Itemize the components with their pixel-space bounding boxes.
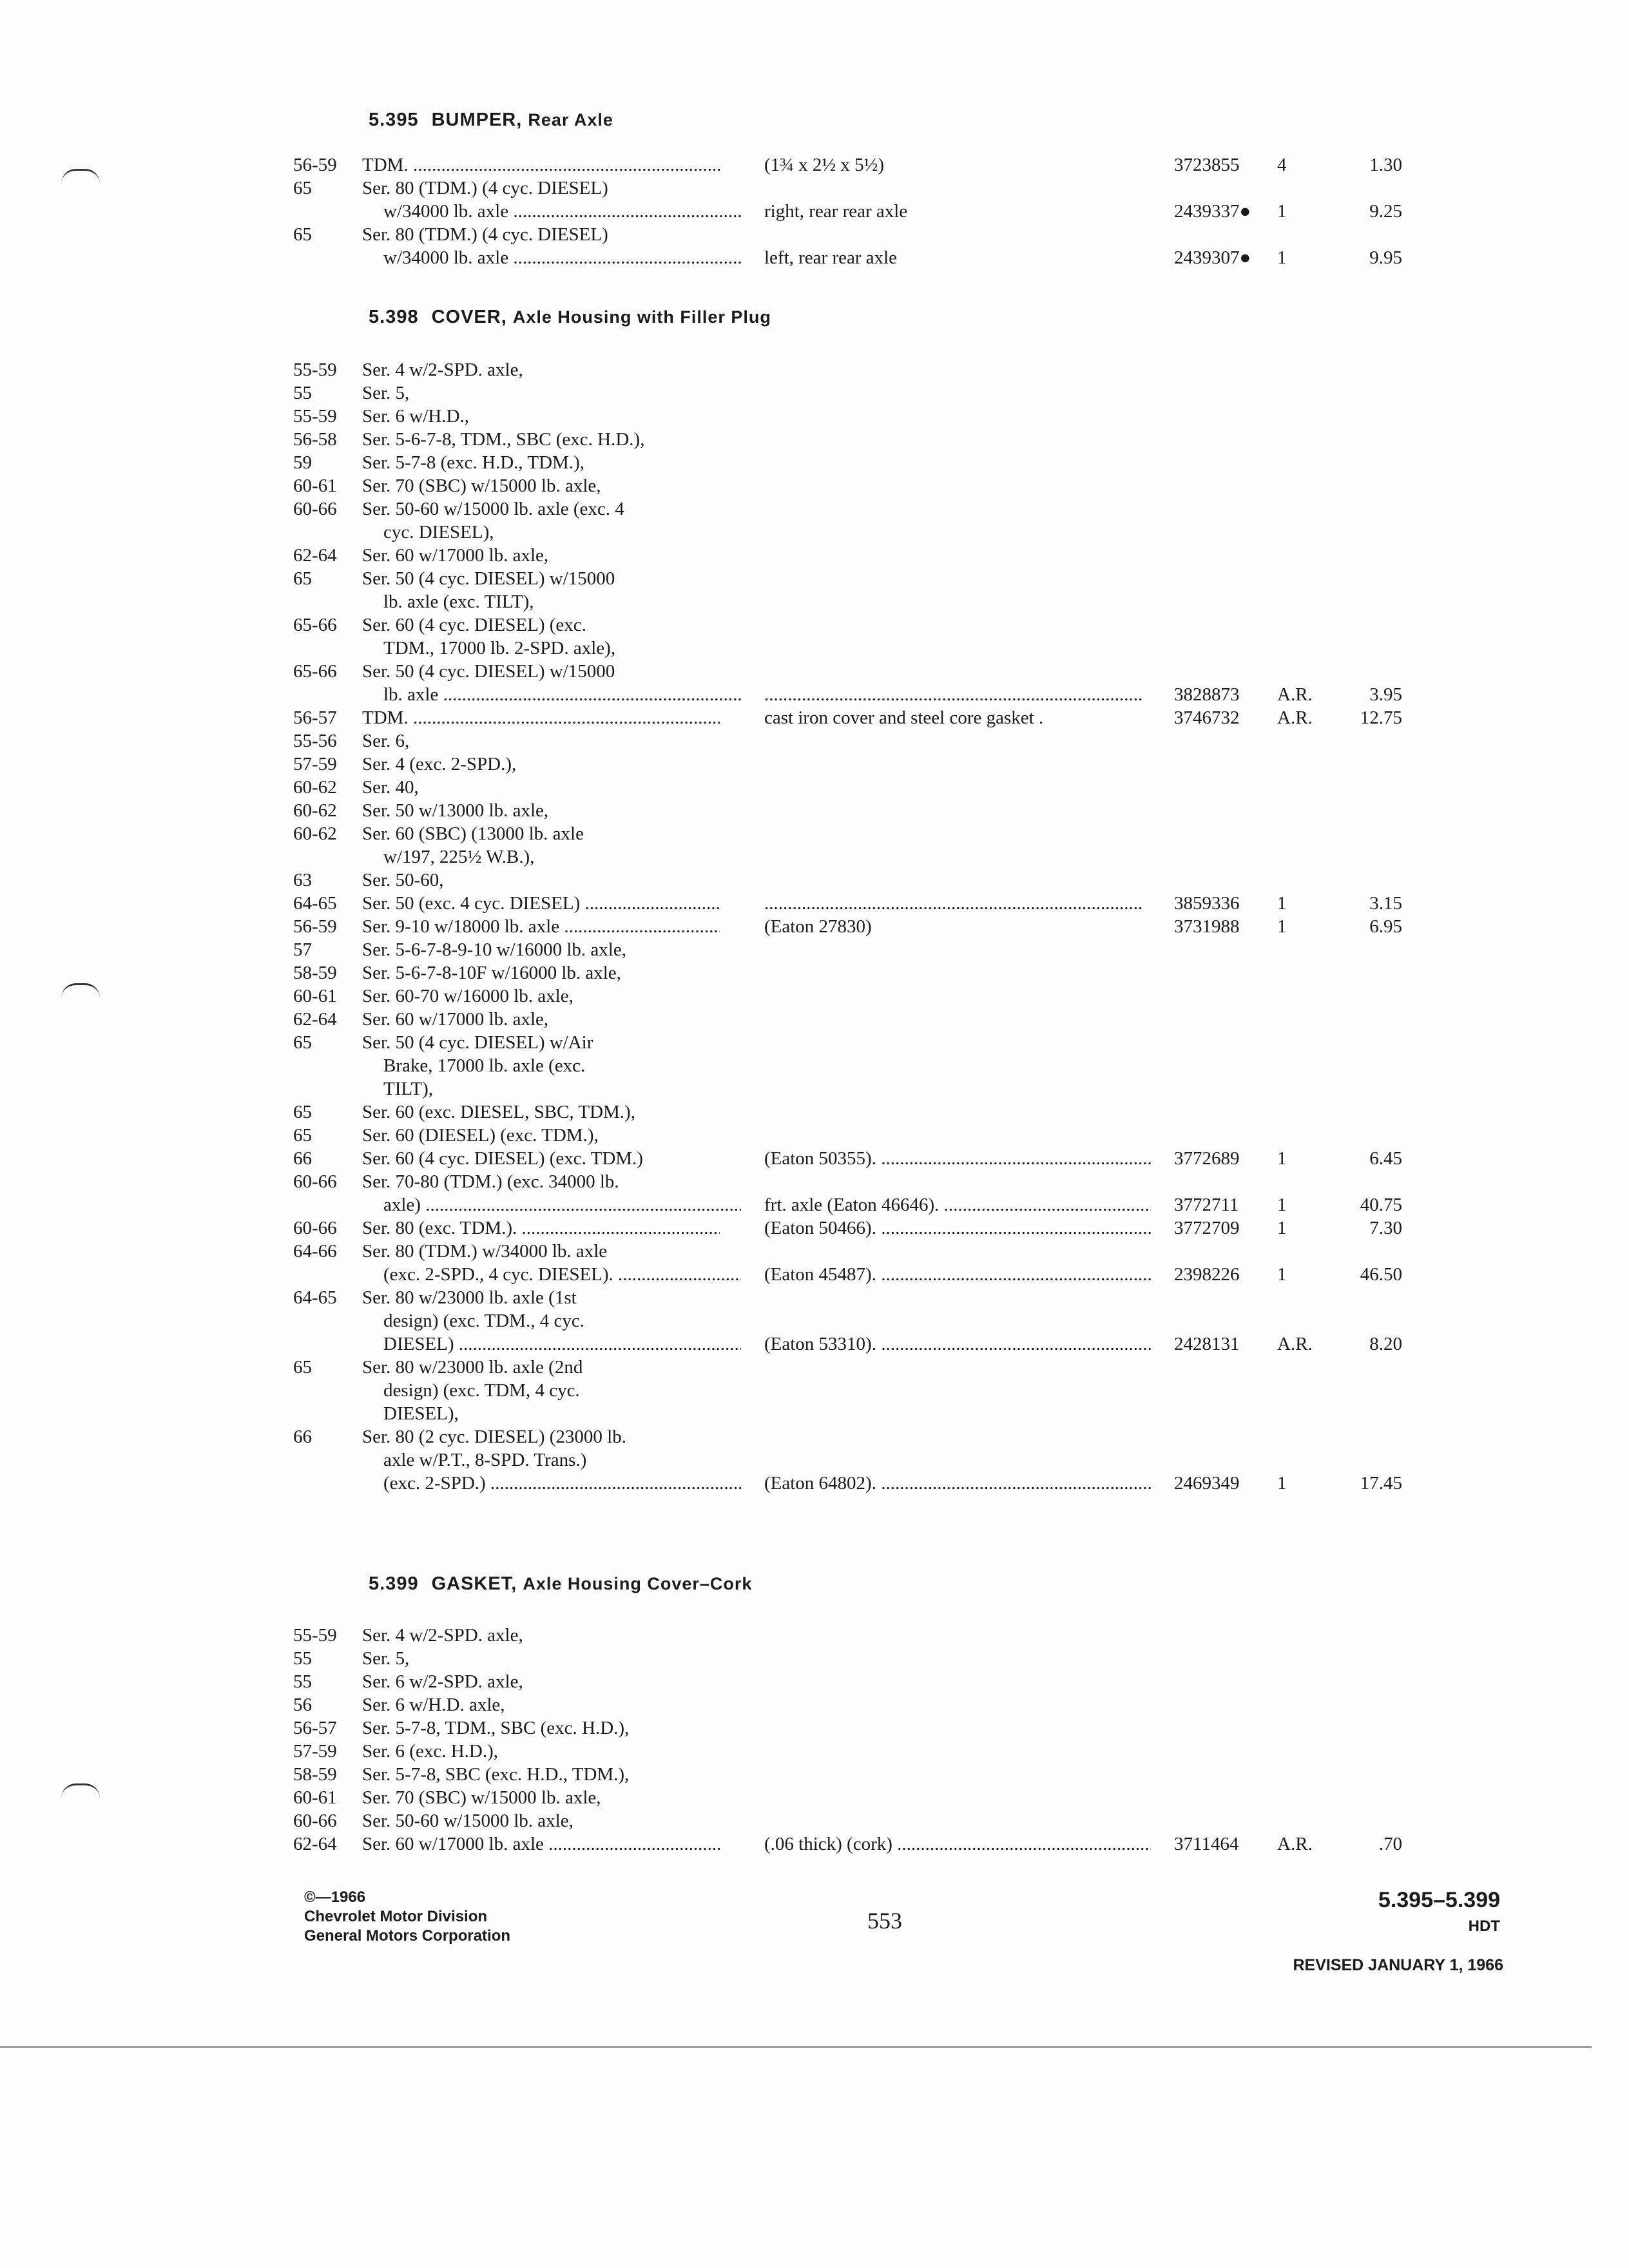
application-desc: TILT), (383, 1079, 434, 1099)
list-price: 12.75 (1360, 707, 1402, 728)
entry-line (0, 729, 1629, 753)
part-note: (Eaton 64802). ..... (764, 1472, 1151, 1495)
part-number: 3723855 (1174, 155, 1240, 175)
corporation: General Motors Corporation (304, 1927, 511, 1945)
application-desc: Ser. 5-6-7-8, TDM., SBC (exc. H.D.), (362, 429, 645, 450)
quantity: 1 (1277, 1195, 1287, 1215)
entry-line (0, 1693, 1629, 1716)
entry-line (0, 177, 1629, 200)
entry-line (0, 544, 1629, 567)
entry-line (0, 521, 1629, 544)
parts-entry (0, 1286, 1629, 1356)
part-number: 3828873 (1174, 684, 1240, 705)
entry-line (0, 246, 1629, 269)
model-years: 60-62 (293, 823, 337, 844)
list-price: 46.50 (1360, 1264, 1402, 1285)
application-desc: Ser. 60 (SBC) (13000 lb. axle (362, 823, 584, 844)
entry-line (0, 381, 1629, 405)
application-desc: (exc. 2-SPD.) ..... (383, 1472, 741, 1495)
list-price: 9.25 (1369, 201, 1402, 222)
model-years: 64-66 (293, 1241, 337, 1262)
part-note: right, rear rear axle (764, 201, 908, 222)
application-desc: Ser. 80 (exc. TDM.). ..... (362, 1216, 720, 1240)
model-years: 65 (293, 1357, 312, 1378)
application-desc: Ser. 6 w/H.D., (362, 406, 469, 427)
application-desc: Ser. 60 (exc. DIESEL, SBC, TDM.), (362, 1102, 635, 1122)
application-desc: Ser. 50 (4 cyc. DIESEL) w/15000 (362, 661, 615, 682)
part-note: (Eaton 50355). ..... (764, 1147, 1151, 1170)
quantity: A.R. (1277, 1834, 1313, 1854)
model-years: 58-59 (293, 963, 337, 983)
application-desc: Ser. 50 (4 cyc. DIESEL) w/15000 (362, 568, 615, 589)
entry-line (0, 358, 1629, 381)
quantity: 1 (1277, 201, 1287, 222)
entry-line (0, 1716, 1629, 1740)
model-years: 60-61 (293, 476, 337, 496)
model-years: 65 (293, 1102, 312, 1122)
entry-line (0, 869, 1629, 892)
part-number: 3746732 (1174, 707, 1240, 728)
application-desc: lb. axle (exc. TILT), (383, 591, 534, 612)
list-price: 3.15 (1369, 893, 1402, 914)
model-years: 62-64 (293, 545, 337, 566)
part-number: 2439307● (1174, 247, 1251, 268)
entry-line (0, 961, 1629, 985)
application-desc: Ser. 80 (2 cyc. DIESEL) (23000 lb. (362, 1427, 626, 1447)
entry-line (0, 706, 1629, 729)
entry-line (0, 1379, 1629, 1402)
entry-line (0, 223, 1629, 246)
parts-entry (0, 405, 1629, 428)
parts-entry (0, 753, 1629, 776)
application-desc: Ser. 5-6-7-8-9-10 w/16000 lb. axle, (362, 939, 626, 960)
application-desc: w/34000 lb. axle ..... (383, 200, 741, 223)
application-desc: w/197, 225½ W.B.), (383, 847, 535, 867)
list-price: 17.45 (1360, 1473, 1402, 1494)
model-years: 58-59 (293, 1764, 337, 1785)
model-years: 56 (293, 1695, 312, 1715)
entry-line (0, 637, 1629, 660)
entry-line (0, 1763, 1629, 1786)
list-price: 8.20 (1369, 1334, 1402, 1354)
model-years: 57-59 (293, 754, 337, 774)
parts-entry (0, 474, 1629, 497)
parts-entry (0, 729, 1629, 753)
entry-line (0, 683, 1629, 706)
application-desc: Ser. 6, (362, 731, 410, 751)
entry-line (0, 1402, 1629, 1425)
model-years: 59 (293, 452, 312, 473)
entry-line (0, 1263, 1629, 1286)
entry-line (0, 1740, 1629, 1763)
model-years: 56-58 (293, 429, 337, 450)
entry-line (0, 1809, 1629, 1832)
parts-entry (0, 1693, 1629, 1716)
parts-entry (0, 153, 1629, 177)
model-years: 65 (293, 224, 312, 245)
section-range: 5.395–5.399 (1378, 1888, 1500, 1912)
list-price: 7.30 (1369, 1218, 1402, 1238)
application-desc: Ser. 50-60, (362, 870, 444, 890)
parts-entry (0, 915, 1629, 938)
application-desc: Ser. 6 w/H.D. axle, (362, 1695, 505, 1715)
application-desc: Ser. 70 (SBC) w/15000 lb. axle, (362, 1787, 601, 1808)
part-note: (.06 thick) (cork) ..... (764, 1832, 1151, 1856)
entry-line (0, 938, 1629, 961)
entry-line (0, 1332, 1629, 1356)
parts-entry (0, 1809, 1629, 1832)
parts-entry (0, 1670, 1629, 1693)
application-desc: Ser. 60 w/17000 lb. axle, (362, 545, 549, 566)
parts-entry (0, 660, 1629, 706)
entry-line (0, 474, 1629, 497)
application-desc: Ser. 5-7-8, SBC (exc. H.D., TDM.), (362, 1764, 630, 1785)
application-desc: Ser. 5-7-8 (exc. H.D., TDM.), (362, 452, 584, 473)
application-desc: Ser. 70-80 (TDM.) (exc. 34000 lb. (362, 1171, 619, 1192)
application-desc: TDM. ..... (362, 706, 720, 729)
parts-entry (0, 706, 1629, 729)
entry-line (0, 1286, 1629, 1309)
model-years: 55-59 (293, 406, 337, 427)
application-desc: DIESEL), (383, 1403, 459, 1424)
entry-line (0, 1832, 1629, 1856)
bottom-rule (0, 2046, 1592, 2048)
model-years: 56-59 (293, 916, 337, 937)
model-years: 55 (293, 1671, 312, 1692)
part-number: 2439337● (1174, 201, 1251, 222)
parts-entry (0, 1147, 1629, 1170)
model-years: 55-59 (293, 360, 337, 380)
parts-entry (0, 497, 1629, 544)
parts-entry (0, 822, 1629, 869)
model-years: 60-61 (293, 1787, 337, 1808)
part-number: 3859336 (1174, 893, 1240, 914)
application-desc: lb. axle ..... (383, 683, 741, 706)
entry-line (0, 1170, 1629, 1193)
entry-line (0, 799, 1629, 822)
parts-entry (0, 799, 1629, 822)
entry-line (0, 451, 1629, 474)
entry-line (0, 1309, 1629, 1332)
part-note: left, rear rear axle (764, 247, 898, 268)
entry-line (0, 1008, 1629, 1031)
application-desc: Ser. 60 (4 cyc. DIESEL) (exc. TDM.) (362, 1148, 643, 1169)
entry-line (0, 660, 1629, 683)
list-price: 9.95 (1369, 247, 1402, 268)
quantity: 1 (1277, 1218, 1287, 1238)
quantity: A.R. (1277, 1334, 1313, 1354)
parts-entry (0, 1832, 1629, 1856)
model-years: 66 (293, 1427, 312, 1447)
application-desc: axle w/P.T., 8-SPD. Trans.) (383, 1450, 587, 1470)
parts-entry (0, 1170, 1629, 1216)
application-desc: design) (exc. TDM., 4 cyc. (383, 1311, 584, 1331)
entry-line (0, 776, 1629, 799)
publisher-block (304, 1888, 510, 1946)
model-years: 56-59 (293, 155, 337, 175)
model-years: 56-57 (293, 1718, 337, 1738)
entry-line (0, 1670, 1629, 1693)
model-years: 60-61 (293, 986, 337, 1006)
application-desc: cyc. DIESEL), (383, 522, 494, 543)
parts-entry (0, 1624, 1629, 1647)
quantity: 1 (1277, 247, 1287, 268)
part-number: 3772689 (1174, 1148, 1240, 1169)
application-desc: DIESEL) ..... (383, 1332, 741, 1356)
section-title-5-395: 5.395 BUMPER, Rear Axle (369, 110, 613, 130)
entry-line (0, 822, 1629, 845)
quantity: 1 (1277, 1148, 1287, 1169)
application-desc: Ser. 60 (DIESEL) (exc. TDM.), (362, 1125, 599, 1146)
application-desc: Ser. 80 (TDM.) (4 cyc. DIESEL) (362, 224, 608, 245)
application-desc: Ser. 80 w/23000 lb. axle (2nd (362, 1357, 583, 1378)
application-desc: axle) ..... (383, 1193, 741, 1216)
parts-entry (0, 1740, 1629, 1763)
part-number: 2469349 (1174, 1473, 1240, 1494)
part-note: frt. axle (Eaton 46646). ..... (764, 1193, 1151, 1216)
model-years: 60-66 (293, 1218, 337, 1238)
parts-entry (0, 567, 1629, 613)
parts-entry (0, 961, 1629, 985)
application-desc: Ser. 50-60 w/15000 lb. axle (exc. 4 (362, 499, 624, 519)
parts-entry (0, 613, 1629, 660)
model-years: 65 (293, 178, 312, 198)
quantity: 1 (1277, 893, 1287, 914)
entry-line (0, 1647, 1629, 1670)
entry-line (0, 567, 1629, 590)
part-note: (Eaton 45487). ..... (764, 1263, 1151, 1286)
model-years: 60-66 (293, 499, 337, 519)
entry-line (0, 1786, 1629, 1809)
entry-line (0, 1031, 1629, 1054)
part-note: (Eaton 27830) (764, 916, 872, 937)
parts-entry (0, 1008, 1629, 1031)
parts-entry (0, 1425, 1629, 1495)
model-years: 65-66 (293, 661, 337, 682)
quantity: 1 (1277, 1473, 1287, 1494)
entry-line (0, 753, 1629, 776)
application-desc: Ser. 80 (TDM.) (4 cyc. DIESEL) (362, 178, 608, 198)
parts-entry (0, 451, 1629, 474)
application-desc: Ser. 4 w/2-SPD. axle, (362, 1625, 523, 1646)
parts-entry (0, 938, 1629, 961)
part-number: 2428131 (1174, 1334, 1240, 1354)
model-years: 65-66 (293, 615, 337, 635)
copyright: ©—1966 (304, 1888, 366, 1906)
quantity: A.R. (1277, 707, 1313, 728)
parts-entry (0, 1716, 1629, 1740)
entry-line (0, 985, 1629, 1008)
model-years: 55 (293, 1648, 312, 1669)
entry-line (0, 1356, 1629, 1379)
entry-line (0, 1054, 1629, 1077)
application-desc: Brake, 17000 lb. axle (exc. (383, 1055, 586, 1076)
part-number: 3772709 (1174, 1218, 1240, 1238)
parts-entry (0, 1240, 1629, 1286)
list-price: .70 (1378, 1834, 1402, 1854)
application-desc: Ser. 9-10 w/18000 lb. axle ..... (362, 915, 720, 938)
entry-line (0, 497, 1629, 521)
application-desc: Ser. 80 w/23000 lb. axle (1st (362, 1287, 577, 1308)
application-desc: Ser. 4 (exc. 2-SPD.), (362, 754, 517, 774)
part-note: (1¾ x 2½ x 5½) (764, 155, 885, 175)
entry-line (0, 1472, 1629, 1495)
entry-line (0, 590, 1629, 613)
parts-entry (0, 892, 1629, 915)
quantity: 4 (1277, 155, 1287, 175)
model-years: 57 (293, 939, 312, 960)
parts-entry (0, 1356, 1629, 1425)
parts-entry (0, 776, 1629, 799)
application-desc: Ser. 60 w/17000 lb. axle ..... (362, 1832, 720, 1856)
page-number: 553 (867, 1908, 902, 1934)
list-price: 1.30 (1369, 155, 1402, 175)
parts-entry (0, 869, 1629, 892)
part-number: 3711464 (1174, 1834, 1239, 1854)
parts-entry (0, 1786, 1629, 1809)
application-desc: design) (exc. TDM, 4 cyc. (383, 1380, 580, 1401)
parts-entry (0, 428, 1629, 451)
application-desc: w/34000 lb. axle ..... (383, 246, 741, 269)
application-desc: Ser. 70 (SBC) w/15000 lb. axle, (362, 476, 601, 496)
parts-entry (0, 1647, 1629, 1670)
entry-line (0, 1124, 1629, 1147)
application-desc: Ser. 80 (TDM.) w/34000 lb. axle (362, 1241, 608, 1262)
section-title-5-399: 5.399 GASKET, Axle Housing Cover–Cork (369, 1573, 753, 1594)
parts-entry (0, 1124, 1629, 1147)
entry-line (0, 1624, 1629, 1647)
entry-line (0, 1077, 1629, 1100)
model-years: 57-59 (293, 1741, 337, 1762)
entry-line (0, 1147, 1629, 1170)
part-note: (Eaton 53310). ..... (764, 1332, 1151, 1356)
entry-line (0, 1240, 1629, 1263)
application-desc: Ser. 5-6-7-8-10F w/16000 lb. axle, (362, 963, 621, 983)
application-desc: Ser. 6 w/2-SPD. axle, (362, 1671, 523, 1692)
entry-line (0, 892, 1629, 915)
application-desc: Ser. 40, (362, 777, 419, 798)
parts-entry (0, 358, 1629, 381)
quantity: 1 (1277, 1264, 1287, 1285)
catalog-code: HDT (1468, 1917, 1500, 1935)
application-desc: Ser. 6 (exc. H.D.), (362, 1741, 499, 1762)
parts-entry (0, 1216, 1629, 1240)
entry-line (0, 153, 1629, 177)
application-desc: Ser. 4 w/2-SPD. axle, (362, 360, 523, 380)
application-desc: Ser. 60-70 w/16000 lb. axle, (362, 986, 574, 1006)
model-years: 63 (293, 870, 312, 890)
entry-line (0, 915, 1629, 938)
model-years: 55-56 (293, 731, 337, 751)
entry-line (0, 1448, 1629, 1472)
parts-entry (0, 223, 1629, 269)
list-price: 6.95 (1369, 916, 1402, 937)
entry-line (0, 428, 1629, 451)
model-years: 55-59 (293, 1625, 337, 1646)
model-years: 62-64 (293, 1834, 337, 1854)
revised-date: REVISED JANUARY 1, 1966 (1293, 1956, 1503, 1974)
model-years: 65 (293, 1032, 312, 1053)
model-years: 56-57 (293, 707, 337, 728)
model-years: 64-65 (293, 893, 337, 914)
model-years: 66 (293, 1148, 312, 1169)
part-note (764, 892, 1151, 915)
application-desc: Ser. 60 (4 cyc. DIESEL) (exc. (362, 615, 586, 635)
division: Chevrolet Motor Division (304, 1908, 488, 1925)
model-years: 60-66 (293, 1811, 337, 1831)
list-price: 40.75 (1360, 1195, 1402, 1215)
application-desc: Ser. 5, (362, 383, 410, 403)
application-desc: Ser. 5-7-8, TDM., SBC (exc. H.D.), (362, 1718, 630, 1738)
model-years: 60-62 (293, 800, 337, 821)
part-note: (Eaton 50466). ..... (764, 1216, 1151, 1240)
list-price: 6.45 (1369, 1148, 1402, 1169)
entry-line (0, 1193, 1629, 1216)
parts-entry (0, 381, 1629, 405)
part-note (764, 683, 1151, 706)
entry-line (0, 845, 1629, 869)
application-desc: TDM. ..... (362, 153, 720, 177)
part-number: 2398226 (1174, 1264, 1240, 1285)
part-number: 3772711 (1174, 1195, 1239, 1215)
entry-line (0, 613, 1629, 637)
section-title-5-398: 5.398 COVER, Axle Housing with Filler Plug (369, 307, 771, 327)
entry-line (0, 200, 1629, 223)
application-desc: Ser. 60 w/17000 lb. axle, (362, 1009, 549, 1030)
application-desc: Ser. 50 w/13000 lb. axle, (362, 800, 549, 821)
application-desc: Ser. 50-60 w/15000 lb. axle, (362, 1811, 574, 1831)
parts-entry (0, 1100, 1629, 1124)
parts-entry (0, 1763, 1629, 1786)
part-note: cast iron cover and steel core gasket . (764, 707, 1044, 728)
model-years: 62-64 (293, 1009, 337, 1030)
parts-entry (0, 985, 1629, 1008)
list-price: 3.95 (1369, 684, 1402, 705)
application-desc: Ser. 50 (4 cyc. DIESEL) w/Air (362, 1032, 593, 1053)
quantity: 1 (1277, 916, 1287, 937)
model-years: 60-62 (293, 777, 337, 798)
application-desc: Ser. 50 (exc. 4 cyc. DIESEL) ..... (362, 892, 720, 915)
quantity: A.R. (1277, 684, 1313, 705)
entry-line (0, 1100, 1629, 1124)
entry-line (0, 1216, 1629, 1240)
entry-line (0, 1425, 1629, 1448)
part-number: 3731988 (1174, 916, 1240, 937)
entry-line (0, 405, 1629, 428)
model-years: 60-66 (293, 1171, 337, 1192)
application-desc: TDM., 17000 lb. 2-SPD. axle), (383, 638, 616, 658)
parts-entry (0, 544, 1629, 567)
parts-entry (0, 177, 1629, 223)
model-years: 55 (293, 383, 312, 403)
model-years: 65 (293, 1125, 312, 1146)
model-years: 64-65 (293, 1287, 337, 1308)
application-desc: (exc. 2-SPD., 4 cyc. DIESEL). ..... (383, 1263, 741, 1286)
parts-entry (0, 1031, 1629, 1100)
application-desc: Ser. 5, (362, 1648, 410, 1669)
model-years: 65 (293, 568, 312, 589)
